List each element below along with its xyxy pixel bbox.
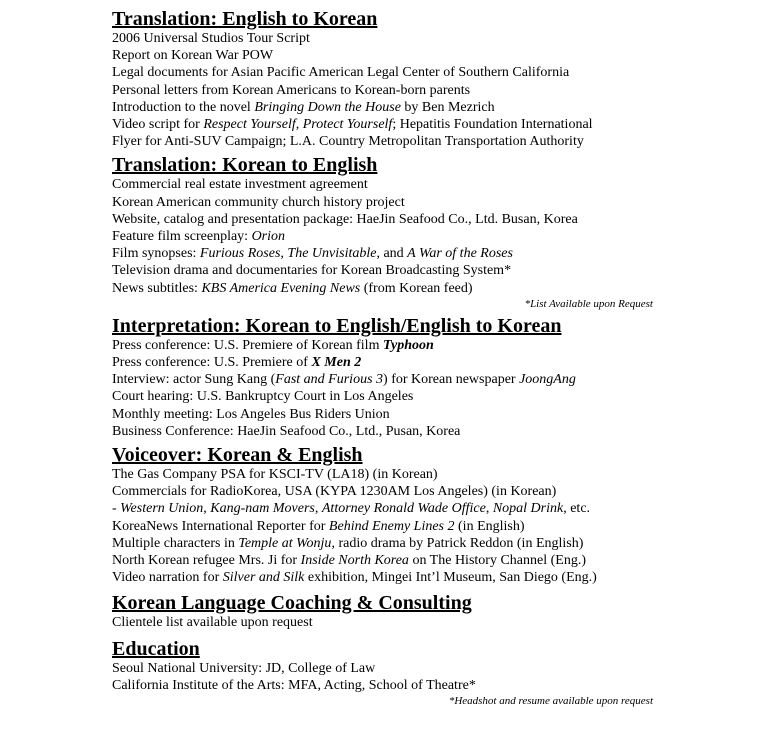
text: -: [112, 501, 121, 517]
text: North Korean refugee Mrs. Ji for: [112, 553, 301, 569]
list-item: [112, 116, 765, 133]
section-heading: Translation: Korean to English: [112, 154, 378, 177]
title-italic: KBS America Evening News: [201, 280, 361, 296]
title-italic: Bringing Down the House: [254, 99, 401, 115]
list-item: Personal letters from Korean Americans to Korean-born parents: [112, 82, 471, 98]
section-heading: Korean Language Coaching & Consulting: [112, 592, 472, 615]
title-italic: Nopal Drink: [492, 501, 564, 517]
section-translation-en-ko: [112, 8, 765, 150]
list-item: [112, 552, 765, 569]
text: , etc.: [563, 501, 591, 517]
text: News subtitles:: [112, 280, 202, 296]
list-item: Business Conference: HaeJin Seafood Co., Ltd., Pusan, Korea: [112, 423, 461, 439]
title-italic: Fast and Furious 3: [275, 372, 384, 388]
text: , radio drama by Patrick Reddon (in English): [331, 535, 584, 551]
list-item: 2006 Universal Studios Tour Script: [112, 31, 310, 46]
section-interpretation: [112, 315, 765, 440]
text: Feature film screenplay:: [112, 229, 252, 245]
title-italic: Inside North Korea: [300, 553, 409, 569]
section-coaching: [112, 592, 765, 631]
text: Press conference: U.S. Premiere of: [112, 355, 312, 371]
title-italic: Orion: [251, 229, 286, 245]
list-item: [112, 569, 765, 586]
list-item: Website, catalog and presentation package: HaeJin Seafood Co., Ltd. Busan, Korea: [112, 211, 578, 227]
list-item: Legal documents for Asian Pacific American Legal Center of Southern California: [112, 65, 570, 81]
list-item: [112, 500, 765, 517]
list-item: Monthly meeting: Los Angeles Bus Riders Union: [112, 406, 390, 422]
footnote: *List Available upon Request: [524, 297, 653, 310]
section-heading: Translation: English to Korean: [112, 8, 378, 30]
title-italic: The Unvisitable: [287, 246, 377, 262]
title-italic: Kang-nam Movers: [210, 501, 315, 517]
section-voiceover: [112, 444, 765, 586]
list-item: Report on Korean War POW: [112, 48, 274, 64]
list-item: California Institute of the Arts: MFA, Acting, School of Theatre*: [112, 677, 476, 693]
list-item: Clientele list available upon request: [112, 615, 313, 631]
title-italic: Western Union: [120, 501, 204, 517]
text: (from Korean feed): [360, 280, 473, 296]
title-italic: Furious Roses: [199, 246, 281, 262]
title-italic: Silver and Silk: [222, 570, 305, 586]
title-italic: Respect Yourself, Protect Yourself: [203, 117, 393, 133]
list-item: [112, 245, 765, 262]
text: Interview: actor Sung Kang (: [112, 372, 276, 388]
text: ; Hepatitis Foundation International: [392, 117, 593, 133]
list-item: Commercials for RadioKorea, USA (KYPA 1230AM Los Angeles) (in Korean): [112, 484, 557, 500]
list-item: Flyer for Anti-SUV Campaign; L.A. Country Metropolitan Transportation Authority: [112, 134, 584, 150]
title-bold-italic: X Men 2: [311, 355, 362, 371]
text: ) for Korean newspaper: [383, 372, 520, 388]
title-italic: Temple at Wonju: [238, 535, 332, 551]
text: exhibition, Mingei Int’l Museum, San Diego (Eng.): [304, 570, 597, 586]
text: KoreaNews International Reporter for: [112, 518, 329, 534]
text: ,: [280, 246, 288, 262]
title-italic: Behind Enemy Lines 2: [328, 518, 455, 534]
list-item: [112, 99, 765, 116]
section-translation-ko-en: [112, 154, 765, 310]
list-item: [112, 518, 765, 535]
text: Video script for: [112, 117, 204, 133]
list-item: Court hearing: U.S. Bankruptcy Court in Los Angeles: [112, 389, 414, 405]
text: , and: [376, 246, 408, 262]
list-item: Seoul National University: JD, College of Law: [112, 660, 376, 676]
text: ,: [203, 501, 211, 517]
text: Video narration for: [112, 570, 223, 586]
list-item: [112, 535, 765, 552]
list-item: Television drama and documentaries for Korean Broadcasting System*: [112, 263, 512, 279]
list-item: Korean American community church history project: [112, 194, 405, 210]
section-heading: Education: [112, 637, 200, 660]
text: on The History Channel (Eng.): [408, 553, 586, 569]
list-item: [112, 354, 765, 371]
text: Press conference: U.S. Premiere of Korean film: [112, 337, 383, 353]
section-heading: Interpretation: Korean to English/English to Korean: [112, 314, 562, 337]
title-italic: JoongAng: [519, 372, 576, 388]
list-item: [112, 337, 765, 354]
text: ,: [314, 501, 322, 517]
title-italic: Attorney Ronald Wade Office: [321, 501, 486, 517]
list-item: [112, 228, 765, 245]
list-item: The Gas Company PSA for KSCI-TV (LA18) (in Korean): [112, 467, 438, 483]
list-item: [112, 280, 765, 297]
title-italic: A War of the Roses: [407, 246, 513, 262]
title-bold-italic: Typhoon: [382, 337, 434, 353]
list-item: Commercial real estate investment agreement: [112, 177, 368, 193]
section-education: [112, 638, 765, 708]
text: Multiple characters in: [112, 535, 239, 551]
text: ,: [485, 501, 493, 517]
section-heading: Voiceover: Korean & English: [112, 444, 363, 467]
footnote: *Headshot and resume available upon request: [448, 695, 653, 708]
text: (in English): [454, 518, 525, 534]
text: Film synopses:: [112, 246, 200, 262]
text: Introduction to the novel: [112, 99, 255, 115]
text: by Ben Mezrich: [400, 99, 495, 115]
list-item: [112, 371, 765, 388]
